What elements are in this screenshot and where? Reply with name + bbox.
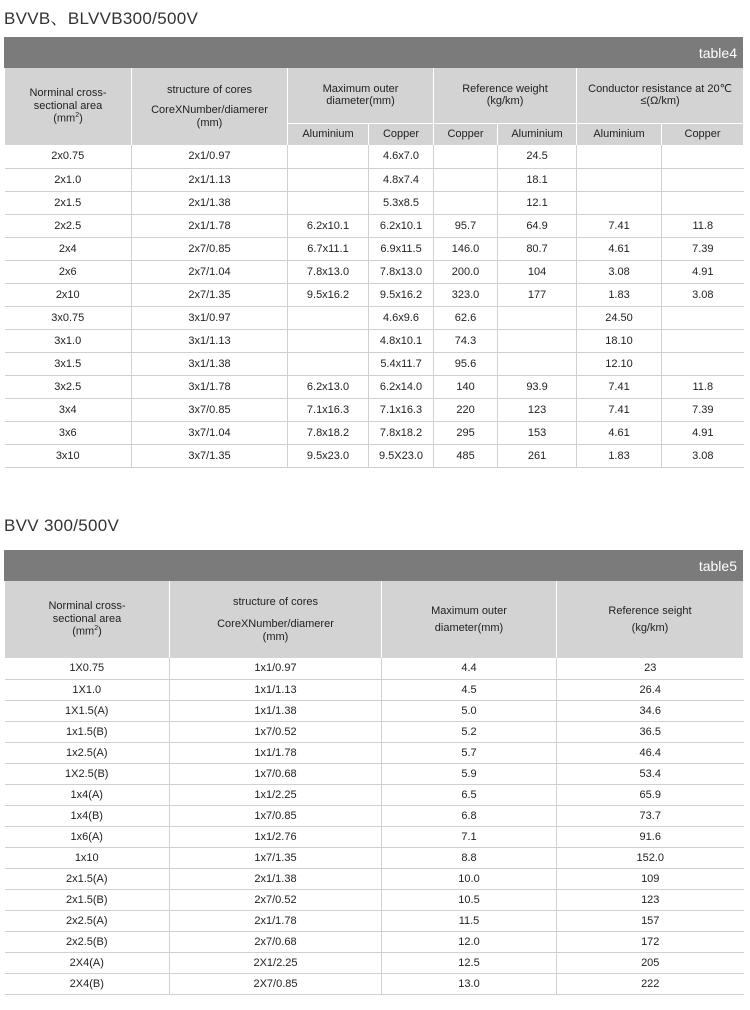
table-cell: 6.2x13.0 [288, 375, 369, 398]
table-cell: 18.10 [577, 329, 662, 352]
table-cell: 64.9 [498, 214, 577, 237]
table-row [5, 283, 744, 306]
table-row [5, 168, 744, 191]
table-cell [577, 191, 662, 214]
table-cell: 323.0 [434, 283, 498, 306]
table-cell: 1x7/0.85 [170, 805, 382, 826]
table-cell: 1X0.75 [5, 658, 170, 679]
table-cell: 1X1.5(A) [5, 700, 170, 721]
table-cell: 4.6x7.0 [369, 145, 434, 168]
table-row [5, 237, 744, 260]
table-cell: 3x1/1.13 [132, 329, 288, 352]
table4-band [4, 37, 743, 68]
table-cell: 1X1.0 [5, 679, 170, 700]
table-cell: 261 [498, 444, 577, 467]
table5-header-structure: structure of cores CoreXNumber/diamerer (mm) [170, 581, 382, 658]
table-cell: 172 [557, 931, 744, 952]
table-cell: 3x0.75 [5, 306, 132, 329]
table-cell: 4.4 [382, 658, 557, 679]
table-cell: 46.4 [557, 742, 744, 763]
table-cell: 6.5 [382, 784, 557, 805]
table-cell: 62.6 [434, 306, 498, 329]
table-cell: 12.1 [498, 191, 577, 214]
table-cell: 7.1 [382, 826, 557, 847]
table-cell: 1X2.5(B) [5, 763, 170, 784]
table-cell: 12.10 [577, 352, 662, 375]
table4 [4, 68, 744, 468]
table-cell: 34.6 [557, 700, 744, 721]
table-cell: 4.8x10.1 [369, 329, 434, 352]
table-cell: 2x1/1.38 [132, 191, 288, 214]
table-cell: 3x1.5 [5, 352, 132, 375]
table-cell: 3.08 [577, 260, 662, 283]
table-cell: 24.5 [498, 145, 577, 168]
table5-header-outer-diameter: Maximum outer diameter(mm) [382, 581, 557, 658]
table5-section-title: BVV 300/500V [4, 516, 120, 535]
table-cell: 10.0 [382, 868, 557, 889]
table-cell: 2x7/1.35 [132, 283, 288, 306]
table-cell: 95.6 [434, 352, 498, 375]
table-cell: 9.5x23.0 [288, 444, 369, 467]
table-cell: 1x10 [5, 847, 170, 868]
table-cell: 4.61 [577, 237, 662, 260]
table-cell: 2x1.5(A) [5, 868, 170, 889]
table-cell: 2x2.5 [5, 214, 132, 237]
table-cell: 2x0.75 [5, 145, 132, 168]
table-cell: 485 [434, 444, 498, 467]
table-cell: 53.4 [557, 763, 744, 784]
table-cell: 6.2x10.1 [288, 214, 369, 237]
table-cell [577, 168, 662, 191]
table-cell: 1x2.5(A) [5, 742, 170, 763]
table-cell: 1x1/2.76 [170, 826, 382, 847]
table-cell: 7.8x13.0 [369, 260, 434, 283]
table5 [4, 581, 744, 995]
table-cell: 2x2.5(B) [5, 931, 170, 952]
table4-label: table4 [698, 45, 737, 61]
table-row [5, 214, 744, 237]
table-cell [288, 168, 369, 191]
table-cell: 9.5x16.2 [369, 283, 434, 306]
table-cell: 3x1/1.78 [132, 375, 288, 398]
table-cell: 3x1/1.38 [132, 352, 288, 375]
table-cell: 95.7 [434, 214, 498, 237]
table-row [5, 700, 744, 721]
table-cell: 222 [557, 973, 744, 994]
table-row [5, 721, 744, 742]
table4-subheader-resist-aluminium: Aluminium [577, 123, 662, 145]
table-cell: 2X7/0.85 [170, 973, 382, 994]
table-row [5, 375, 744, 398]
table-cell: 2x1/1.13 [132, 168, 288, 191]
table-row [5, 952, 744, 973]
table-cell: 11.5 [382, 910, 557, 931]
table-cell [498, 352, 577, 375]
table-cell: 3x7/0.85 [132, 398, 288, 421]
table-cell: 109 [557, 868, 744, 889]
table-cell: 3x7/1.35 [132, 444, 288, 467]
table4-subheader-resist-copper: Copper [662, 123, 744, 145]
table-cell: 220 [434, 398, 498, 421]
table-cell: 2x7/1.04 [132, 260, 288, 283]
table-cell: 3.08 [662, 444, 744, 467]
table-cell: 3x4 [5, 398, 132, 421]
table-cell [434, 168, 498, 191]
table-cell [288, 306, 369, 329]
table-cell: 7.1x16.3 [369, 398, 434, 421]
table-row [5, 868, 744, 889]
table-cell: 11.8 [662, 214, 744, 237]
table-cell [662, 145, 744, 168]
table-cell: 2x1/0.97 [132, 145, 288, 168]
table-cell: 2x7/0.85 [132, 237, 288, 260]
table-cell: 2X4(B) [5, 973, 170, 994]
table-cell: 7.39 [662, 237, 744, 260]
table-cell: 26.4 [557, 679, 744, 700]
table-cell: 5.4x11.7 [369, 352, 434, 375]
table-row [5, 398, 744, 421]
table-cell: 2X1/2.25 [170, 952, 382, 973]
table-cell: 7.41 [577, 375, 662, 398]
table-cell [288, 191, 369, 214]
table-cell: 65.9 [557, 784, 744, 805]
table-cell [498, 306, 577, 329]
table-cell: 1x7/1.35 [170, 847, 382, 868]
table-cell [662, 191, 744, 214]
table-cell [434, 145, 498, 168]
table-cell: 7.8x18.2 [288, 421, 369, 444]
table-row [5, 973, 744, 994]
table-cell: 5.0 [382, 700, 557, 721]
table-row [5, 763, 744, 784]
table-row [5, 805, 744, 826]
table-cell: 5.2 [382, 721, 557, 742]
table5-header-reference-weight: Reference seight (kg/km) [557, 581, 744, 658]
table-row [5, 352, 744, 375]
table-cell: 200.0 [434, 260, 498, 283]
table-cell: 24.50 [577, 306, 662, 329]
table-cell: 104 [498, 260, 577, 283]
table-row [5, 658, 744, 679]
table-cell: 10.5 [382, 889, 557, 910]
table-cell: 1x6(A) [5, 826, 170, 847]
table-cell: 146.0 [434, 237, 498, 260]
table-cell: 12.0 [382, 931, 557, 952]
table5-label: table5 [698, 558, 737, 574]
table-cell: 7.8x13.0 [288, 260, 369, 283]
table-cell: 5.9 [382, 763, 557, 784]
table-row [5, 889, 744, 910]
table-cell: 152.0 [557, 847, 744, 868]
table-cell: 3.08 [662, 283, 744, 306]
table-cell: 1.83 [577, 283, 662, 306]
table-row [5, 444, 744, 467]
table-cell: 1x4(A) [5, 784, 170, 805]
table-cell: 18.1 [498, 168, 577, 191]
table4-header-conductor-resistance: Conductor resistance at 20℃ ≤(Ω/km) [577, 68, 744, 123]
table-cell: 3x1/0.97 [132, 306, 288, 329]
table-row [5, 742, 744, 763]
table-cell: 2x1.5(B) [5, 889, 170, 910]
table-cell: 13.0 [382, 973, 557, 994]
table-cell: 23 [557, 658, 744, 679]
table-cell: 7.1x16.3 [288, 398, 369, 421]
table-cell: 7.41 [577, 398, 662, 421]
table-cell [288, 145, 369, 168]
table-row [5, 784, 744, 805]
table-row [5, 910, 744, 931]
table4-section-title: BVVB、BLVVB300/500V [4, 9, 199, 28]
table-cell: 2x1/1.78 [132, 214, 288, 237]
table-cell: 7.41 [577, 214, 662, 237]
table-cell: 3x2.5 [5, 375, 132, 398]
table-cell: 4.91 [662, 260, 744, 283]
table-cell: 2x2.5(A) [5, 910, 170, 931]
table-cell: 91.6 [557, 826, 744, 847]
table-cell: 8.8 [382, 847, 557, 868]
table-cell: 1x1/1.38 [170, 700, 382, 721]
table-row [5, 191, 744, 214]
table4-subheader-outer-copper: Copper [369, 123, 434, 145]
table-cell: 93.9 [498, 375, 577, 398]
table-row [5, 421, 744, 444]
table-cell [662, 306, 744, 329]
table-cell: 1x7/0.68 [170, 763, 382, 784]
table-cell: 6.2x14.0 [369, 375, 434, 398]
table-cell: 9.5X23.0 [369, 444, 434, 467]
table-cell: 6.8 [382, 805, 557, 826]
table-cell: 2x7/0.52 [170, 889, 382, 910]
table-row [5, 847, 744, 868]
table-cell: 123 [498, 398, 577, 421]
table-cell: 7.39 [662, 398, 744, 421]
table-cell [662, 329, 744, 352]
table4-header-outer-diameter: Maximum outer diameter(mm) [288, 68, 434, 123]
table-cell: 1x1/1.78 [170, 742, 382, 763]
table-cell: 6.2x10.1 [369, 214, 434, 237]
table-cell: 4.5 [382, 679, 557, 700]
table-cell: 2x4 [5, 237, 132, 260]
table-row [5, 329, 744, 352]
table-cell: 6.9x11.5 [369, 237, 434, 260]
table-cell [662, 352, 744, 375]
table-cell: 3x10 [5, 444, 132, 467]
table-cell: 3x7/1.04 [132, 421, 288, 444]
table-cell: 9.5x16.2 [288, 283, 369, 306]
table-cell: 2x1.5 [5, 191, 132, 214]
table5-header-area: Norminal cross- sectional area $(mm^2)$ [5, 581, 170, 658]
table4-subheader-weight-copper: Copper [434, 123, 498, 145]
table-cell: 3x6 [5, 421, 132, 444]
table-cell: 2x1/1.78 [170, 910, 382, 931]
table-cell: 73.7 [557, 805, 744, 826]
table-cell [288, 329, 369, 352]
table-cell: 4.6x9.6 [369, 306, 434, 329]
table-cell: 6.7x11.1 [288, 237, 369, 260]
table-cell: 1x7/0.52 [170, 721, 382, 742]
table-row [5, 931, 744, 952]
table-cell: 295 [434, 421, 498, 444]
table-cell: 205 [557, 952, 744, 973]
table-cell: 5.3x8.5 [369, 191, 434, 214]
table-cell: 157 [557, 910, 744, 931]
table-cell: 123 [557, 889, 744, 910]
table-cell: 3x1.0 [5, 329, 132, 352]
table-cell: 11.8 [662, 375, 744, 398]
table-cell: 1x1/2.25 [170, 784, 382, 805]
table4-header-structure: structure of cores CoreXNumber/diamerer (mm) [132, 68, 288, 145]
table-row [5, 260, 744, 283]
table-cell: 2x6 [5, 260, 132, 283]
table-cell: 2X4(A) [5, 952, 170, 973]
table-cell: 2x1.0 [5, 168, 132, 191]
table-cell: 7.8x18.2 [369, 421, 434, 444]
table-cell: 177 [498, 283, 577, 306]
table-cell: 2x10 [5, 283, 132, 306]
table-cell: 5.7 [382, 742, 557, 763]
table-cell [662, 168, 744, 191]
table-cell: 12.5 [382, 952, 557, 973]
table-row [5, 826, 744, 847]
table-cell: 74.3 [434, 329, 498, 352]
table-cell: 140 [434, 375, 498, 398]
table-cell [434, 191, 498, 214]
table-cell: 153 [498, 421, 577, 444]
table-cell: 80.7 [498, 237, 577, 260]
table-cell: 2x1/1.38 [170, 868, 382, 889]
table-cell: 1.83 [577, 444, 662, 467]
table-cell: 4.91 [662, 421, 744, 444]
table-cell [577, 145, 662, 168]
table-cell: 1x1/1.13 [170, 679, 382, 700]
table5-band [4, 550, 743, 581]
table-cell: 36.5 [557, 721, 744, 742]
table-row [5, 679, 744, 700]
table-cell: 2x7/0.68 [170, 931, 382, 952]
table-cell: 4.8x7.4 [369, 168, 434, 191]
table4-header-reference-weight: Reference weight (kg/km) [434, 68, 577, 123]
table-cell [288, 352, 369, 375]
table4-subheader-weight-aluminium: Aluminium [498, 123, 577, 145]
table-cell: 1x1/0.97 [170, 658, 382, 679]
table-cell [498, 329, 577, 352]
table-row [5, 145, 744, 168]
table4-header-area: Norminal cross- sectional area $(mm^2)$ [5, 68, 132, 145]
table4-subheader-outer-aluminium: Aluminium [288, 123, 369, 145]
table-row [5, 306, 744, 329]
table-cell: 1x4(B) [5, 805, 170, 826]
table-cell: 4.61 [577, 421, 662, 444]
table-cell: 1x1.5(B) [5, 721, 170, 742]
